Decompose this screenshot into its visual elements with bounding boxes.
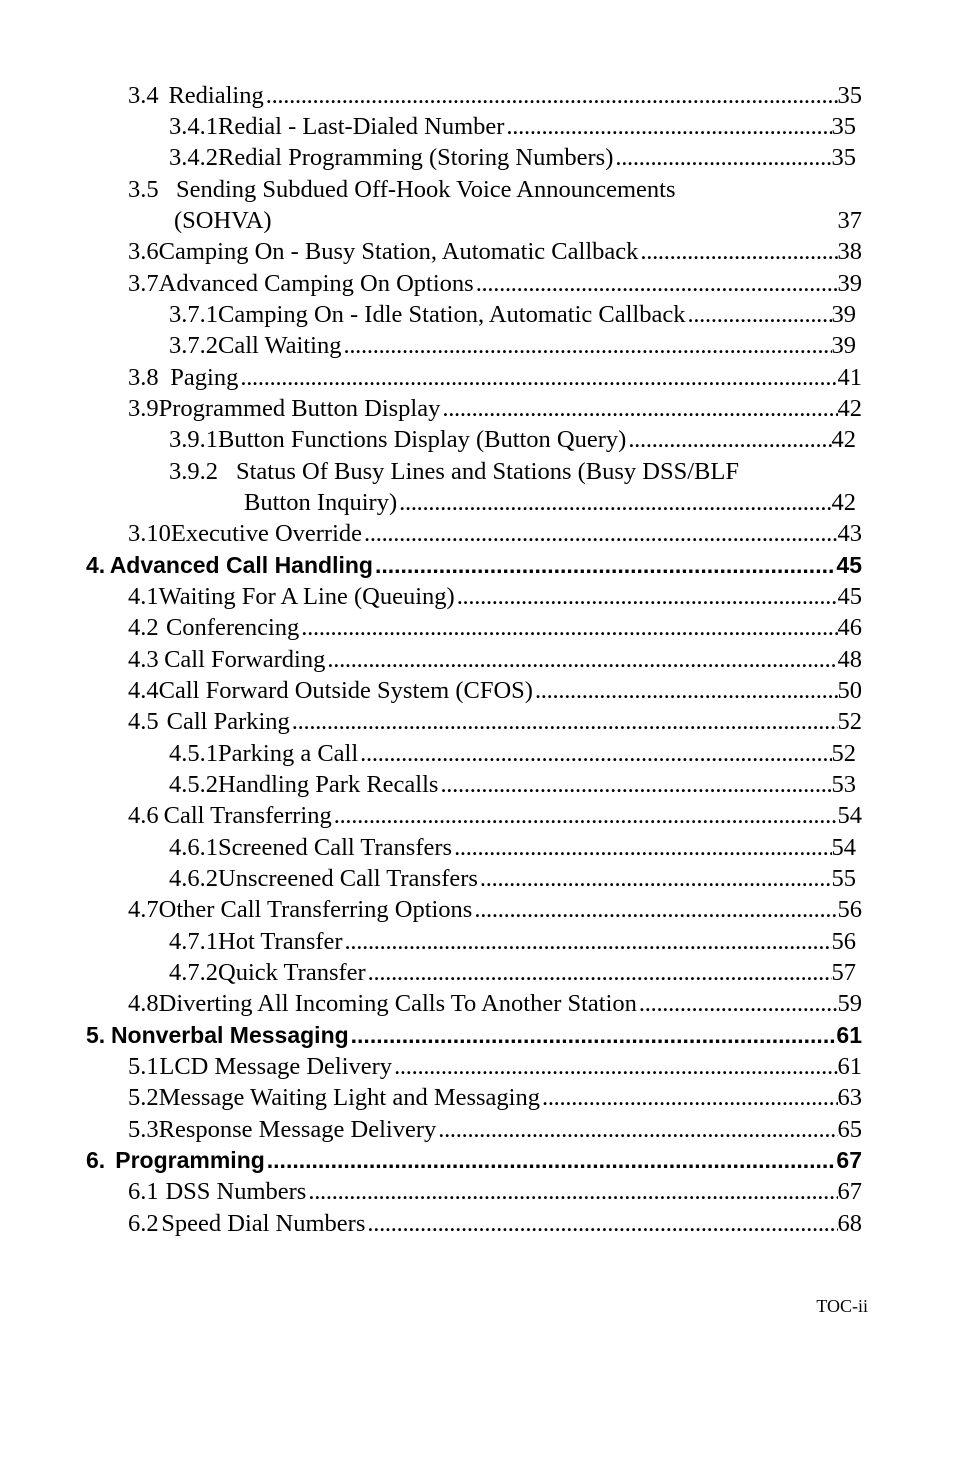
- dot-leader: [362, 518, 837, 549]
- entry-page: 46: [837, 614, 862, 641]
- entry-page: 65: [837, 1116, 862, 1143]
- entry-title: Call Forwarding: [164, 646, 326, 673]
- entry-page: 41: [837, 364, 862, 391]
- dot-leader: [325, 644, 837, 675]
- entry-page: 39: [831, 332, 856, 359]
- entry-number: 3.9: [128, 395, 159, 422]
- dot-leader: [397, 487, 831, 518]
- entry-number: 3.7.2: [169, 332, 218, 359]
- entry-page: 45: [837, 583, 862, 610]
- entry-page: 48: [837, 646, 862, 673]
- entry-title: Paging: [170, 364, 239, 391]
- page-footer: TOC-ii: [816, 1296, 868, 1316]
- entry-number: 3.10: [128, 520, 171, 547]
- dot-leader: [238, 362, 837, 393]
- entry-title: Executive Override: [170, 520, 363, 547]
- dot-leader: [341, 330, 831, 361]
- dot-leader: [474, 268, 838, 299]
- entry-number: 3.4.2: [169, 144, 218, 171]
- entry-number: 5.3: [128, 1116, 159, 1143]
- entry-title: Button Inquiry): [244, 489, 398, 516]
- dot-leader: [452, 832, 831, 863]
- entry-page: 39: [831, 301, 856, 328]
- entry-title: (SOHVA): [174, 207, 272, 234]
- dot-leader: [472, 894, 837, 925]
- entry-page: 59: [837, 990, 862, 1017]
- dot-leader: [264, 80, 838, 111]
- entry-title: Quick Transfer: [218, 959, 366, 986]
- entry-number: 6.2: [128, 1210, 159, 1237]
- entry-number: 4.5: [128, 708, 159, 735]
- dot-leader: [540, 1082, 838, 1113]
- chapter-title: Programming: [115, 1147, 265, 1173]
- entry-number: 6.1: [128, 1178, 159, 1205]
- entry-title: Handling Park Recalls: [218, 771, 439, 798]
- entry-title: Redialing: [168, 82, 264, 109]
- chapter-page: 61: [836, 1022, 862, 1048]
- entry-title: Parking a Call: [218, 740, 359, 767]
- entry-page: 54: [837, 802, 862, 829]
- entry-number: 4.6.1: [169, 834, 218, 861]
- entry-page: 50: [837, 677, 862, 704]
- dot-leader: [685, 299, 831, 330]
- dot-leader: [366, 957, 832, 988]
- dot-leader: [533, 675, 838, 706]
- entry-page: 61: [837, 1053, 862, 1080]
- dot-leader: [638, 236, 837, 267]
- chapter-title: Advanced Call Handling: [109, 552, 373, 578]
- entry-title: Call Waiting: [218, 332, 342, 359]
- dot-leader: [478, 863, 832, 894]
- entry-number: 3.5: [128, 176, 159, 203]
- entry-page: 53: [831, 771, 856, 798]
- entry-number: 5.1: [128, 1053, 159, 1080]
- entry-title: Response Message Delivery: [158, 1116, 437, 1143]
- dot-leader: [349, 1020, 837, 1051]
- dot-leader: [358, 738, 831, 769]
- dot-leader: [613, 142, 831, 173]
- entry-page: 52: [831, 740, 856, 767]
- entry-title: Camping On - Idle Station, Automatic Callback: [218, 301, 686, 328]
- chapter-page: 67: [836, 1147, 862, 1173]
- entry-page: 42: [837, 395, 862, 422]
- entry-page: 38: [837, 238, 862, 265]
- entry-number: 4.2: [128, 614, 159, 641]
- chapter-title: Nonverbal Messaging: [110, 1022, 349, 1048]
- entry-title: LCD Message Delivery: [159, 1053, 393, 1080]
- entry-page: 42: [831, 489, 856, 516]
- entry-title: Diverting All Incoming Calls To Another Station: [158, 990, 637, 1017]
- chapter-number: 4.: [86, 552, 106, 578]
- entry-title: Waiting For A Line (Queuing): [158, 583, 455, 610]
- entry-number: 3.4: [128, 82, 159, 109]
- entry-number: 4.4: [128, 677, 159, 704]
- entry-page: 55: [831, 865, 856, 892]
- entry-number: 3.4.1: [169, 113, 218, 140]
- entry-number: 3.9.2: [169, 458, 218, 485]
- dot-leader: [332, 800, 838, 831]
- chapter-number: 5.: [86, 1022, 106, 1048]
- entry-number: 3.9.1: [169, 426, 218, 453]
- dot-leader: [438, 769, 831, 800]
- chapter-page: 45: [836, 552, 862, 578]
- entry-page: 63: [837, 1084, 862, 1111]
- entry-number: 3.7: [128, 270, 159, 297]
- entry-title: Other Call Transferring Options: [158, 896, 473, 923]
- entry-title: DSS Numbers: [165, 1178, 307, 1205]
- entry-title: Advanced Camping On Options: [158, 270, 474, 297]
- entry-title: Button Functions Display (Button Query): [218, 426, 627, 453]
- dot-leader: [265, 1145, 837, 1176]
- entry-number: 4.3: [128, 646, 159, 673]
- entry-page: 56: [831, 928, 856, 955]
- entry-number: 3.6: [128, 238, 159, 265]
- entry-number: 4.6.2: [169, 865, 218, 892]
- dot-leader: [504, 111, 831, 142]
- entry-page: 68: [837, 1210, 862, 1237]
- entry-page: 56: [837, 896, 862, 923]
- entry-number: 3.7.1: [169, 301, 218, 328]
- dot-leader: [392, 1051, 837, 1082]
- dot-leader: [343, 926, 832, 957]
- entry-page: 43: [837, 520, 862, 547]
- entry-title: Sending Subdued Off-Hook Voice Announcements: [176, 176, 676, 203]
- entry-number: 4.1: [128, 583, 159, 610]
- entry-number: 3.8: [128, 364, 159, 391]
- entry-page: 35: [831, 144, 856, 171]
- dot-leader: [373, 550, 836, 581]
- entry-title: Conferencing: [165, 614, 300, 641]
- entry-number: 4.7.2: [169, 959, 218, 986]
- entry-number: 4.6: [128, 802, 159, 829]
- entry-page: 52: [837, 708, 862, 735]
- entry-title: Hot Transfer: [218, 928, 343, 955]
- entry-number: 4.5.1: [169, 740, 218, 767]
- entry-title: Camping On - Busy Station, Automatic Callback: [158, 238, 639, 265]
- entry-title: Call Transferring: [163, 802, 332, 829]
- entry-page: 35: [831, 113, 856, 140]
- entry-number: 4.7: [128, 896, 159, 923]
- entry-number: 4.5.2: [169, 771, 218, 798]
- entry-page: 37: [837, 207, 862, 234]
- dot-leader: [455, 581, 838, 612]
- entry-page: 67: [837, 1178, 862, 1205]
- dot-leader: [436, 1114, 837, 1145]
- entry-title: Unscreened Call Transfers: [218, 865, 478, 892]
- entry-title: Status Of Busy Lines and Stations (Busy DSS/BLF: [236, 458, 739, 485]
- entry-title: Message Waiting Light and Messaging: [158, 1084, 540, 1111]
- dot-leader: [306, 1176, 837, 1207]
- dot-leader: [440, 393, 837, 424]
- entry-number: 4.8: [128, 990, 159, 1017]
- dot-leader: [637, 988, 838, 1019]
- entry-title: Call Parking: [166, 708, 290, 735]
- entry-title: Call Forward Outside System (CFOS): [158, 677, 533, 704]
- dot-leader: [365, 1208, 837, 1239]
- entry-title: Speed Dial Numbers: [161, 1210, 366, 1237]
- entry-page: 35: [837, 82, 862, 109]
- entry-page: 39: [837, 270, 862, 297]
- chapter-number: 6.: [86, 1147, 106, 1173]
- entry-number: 5.2: [128, 1084, 159, 1111]
- entry-page: 42: [831, 426, 856, 453]
- dot-leader: [299, 612, 837, 643]
- entry-title: Programmed Button Display: [158, 395, 441, 422]
- entry-number: 4.7.1: [169, 928, 218, 955]
- entry-title: Screened Call Transfers: [218, 834, 453, 861]
- entry-title: Redial - Last-Dialed Number: [218, 113, 505, 140]
- entry-page: 57: [831, 959, 856, 986]
- entry-title: Redial Programming (Storing Numbers): [218, 144, 614, 171]
- dot-leader: [626, 424, 831, 455]
- entry-page: 54: [831, 834, 856, 861]
- dot-leader: [290, 706, 838, 737]
